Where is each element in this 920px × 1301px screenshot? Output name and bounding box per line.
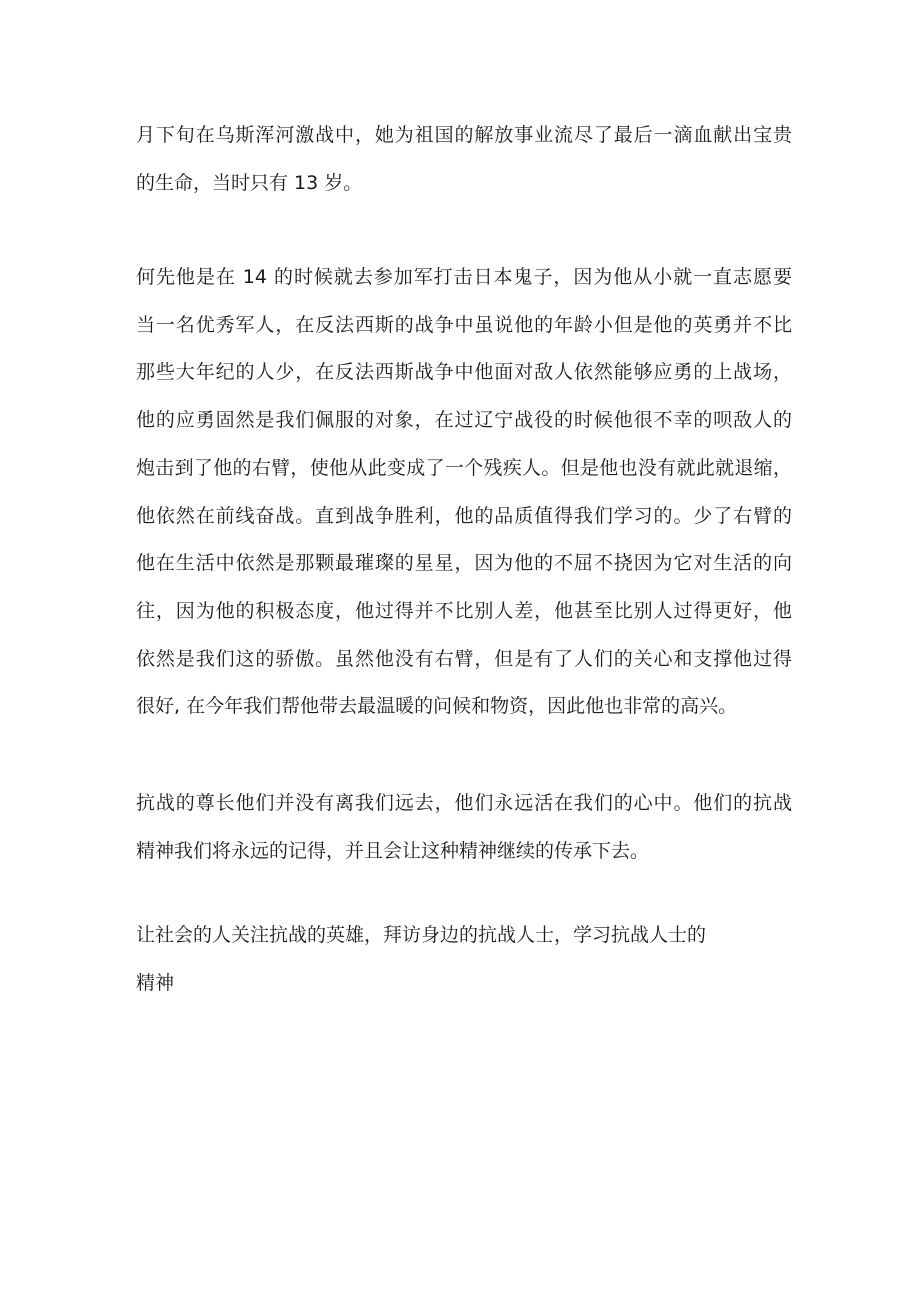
paragraph-2 [136,254,792,731]
paragraph-line: 他的应勇固然是我们佩服的对象，在过辽宁战役的时候他很不幸的呗敌人的 [136,409,792,432]
paragraph-line: 让社会的人关注抗战的英雄，拜访身边的抗战人士，学习抗战人士的 [136,924,707,946]
paragraph-line: 他依然在前线奋战。直到战争胜利，他的品质值得我们学习的。少了右臂的 [136,504,792,527]
paragraph-line: 依然是我们这的骄傲。虽然他没有右臂，但是有了人们的关心和支撑他过得 [136,647,792,670]
paragraph-line: 精神 [136,971,175,994]
paragraph-line: 那些大年纪的人少，在反法西斯战争中他面对敌人依然能够应勇的上战场， [136,361,792,384]
paragraph-4 [136,912,792,1007]
paragraph-line: 当一名优秀军人，在反法西斯的战争中虽说他的年龄小但是他的英勇并不比 [136,313,792,336]
paragraph-line: 何先他是在 14 的时候就去参加军打击日本鬼子，因为他从小就一直志愿要 [136,266,792,288]
paragraph-line: 月下旬在乌斯浑河激战中，她为祖国的解放事业流尽了最后一滴血献出宝贵 [136,124,792,146]
paragraph-line: 炮击到了他的右臂，使他从此变成了一个残疾人。但是他也没有就此就退缩， [136,456,792,479]
paragraph-line: 很好, 在今年我们帮他带去最温暖的问候和物资，因此他也非常的高兴。 [136,695,738,718]
paragraph-line: 往，因为他的积极态度，他过得并不比别人差，他甚至比别人过得更好，他 [136,599,792,622]
paragraph-3 [136,780,792,875]
paragraph-line: 的生命，当时只有 13 岁。 [136,171,363,194]
paragraph-line: 精神我们将永远的记得，并且会让这种精神继续的传承下去。 [136,839,650,862]
paragraph-1 [136,112,792,207]
paragraph-line: 抗战的尊长他们并没有离我们远去，他们永远活在我们的心中。他们的抗战 [136,792,792,814]
paragraph-line: 他在生活中依然是那颗最璀璨的星星，因为他的不屈不挠因为它对生活的向 [136,552,792,575]
